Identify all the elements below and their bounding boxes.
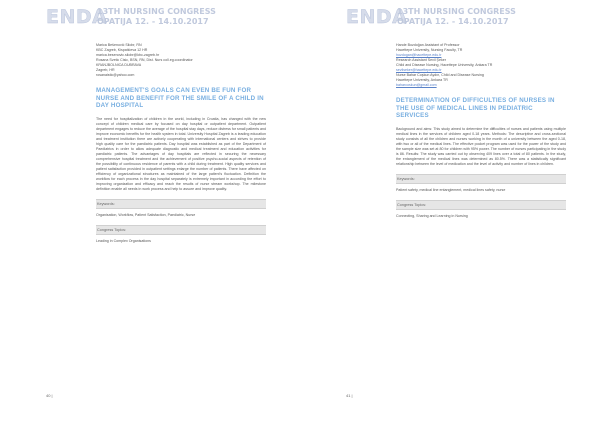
author-email-link[interactable]: sevilseker@hacettepe.edu.tr bbox=[396, 68, 442, 72]
topics-text: Leading in Complex Organisations bbox=[96, 238, 151, 243]
author-line: Hacettepe University, Ankara TR bbox=[396, 78, 448, 82]
congress-dates: OPATIJA 12. - 14.10.2017 bbox=[97, 17, 209, 26]
author-line: Child and Disease Nursing, Hacettepe University, Ankara TR bbox=[396, 63, 493, 67]
congress-title: 13TH NURSING CONGRESS bbox=[97, 7, 216, 16]
author-line: Rosana Svetic Cisic, BSN, RN, Dist. Nurs coll.eg.coordinator bbox=[96, 58, 193, 62]
abstract-title: MANAGEMENT'S GOALS CAN EVEN BE FUN FOR NURSE AND BENEFIT FOR THE SMILE OF A CHILD IN DAY HOSPITAL bbox=[96, 87, 264, 110]
author-block bbox=[96, 43, 266, 78]
congress-title: 13TH NURSING CONGRESS bbox=[397, 7, 516, 16]
enda-logo: ENDA bbox=[46, 6, 108, 28]
keywords-heading: Keywords: bbox=[396, 174, 566, 184]
congress-banner bbox=[397, 7, 516, 27]
author-line: rosanaistic@yahoo.com bbox=[96, 73, 135, 77]
author-line: Marica Bešenović Silobr, RN bbox=[96, 43, 142, 47]
abstract-body: Background and aims: This study aimed to determine the difficulties of nurses and patients using multiple medical lines in the services of children aged 0-18 years. Methods: The descriptive and cross-sectional study consists of all the children and nurses working in the month of a university between the aged 0-18, with two or all of the medical lines. The effective pocket program was used for the power of the study and the sample size was set at 80 for children with 95% power. The number of nurses participating in the study is 86. Results: The study was carried out by observing 409 lines over a total of 80 patients. In the study, the entanglement of the medical lines was determined as 80.5%. There was a statistically significant relationship between the level of medication and the level of activity and number of lines in children. bbox=[396, 126, 566, 166]
author-line: Zagreb, HR bbox=[96, 68, 115, 72]
abstract bbox=[96, 43, 266, 244]
topics-heading: Congress Topics: bbox=[396, 200, 566, 210]
congress-dates: OPATIJA 12. - 14.10.2017 bbox=[397, 17, 509, 26]
abstract-title: DETERMINATION OF DIFFICULTIES OF NURSES IN THE USE OF MEDICAL LINES IN PEDIATRIC SERVICES bbox=[396, 97, 555, 120]
page-number: 41 | bbox=[346, 393, 353, 398]
author-block bbox=[396, 43, 566, 88]
author-line: Hacettepe University, Nursing Faculty, TR bbox=[396, 48, 463, 52]
keywords-text: Organisation, Workflow, Patient Satisfaction, Paediatric, Nurse bbox=[96, 212, 196, 217]
keywords-text: Patient safety, medical line entanglement, medical lines safety, nurse bbox=[396, 187, 506, 192]
author-email-link[interactable]: baharcoskun@gmail.com bbox=[396, 83, 437, 87]
keywords-heading: Keywords: bbox=[96, 199, 266, 209]
author-email-link[interactable]: hozdogan@hacettepe.edu.tr bbox=[396, 53, 442, 57]
page-number: 40 | bbox=[46, 393, 53, 398]
author-line: Research Assistant Sevil Şeker bbox=[396, 58, 446, 62]
topics-text: Connecting, Sharing and Learning in Nursing bbox=[396, 213, 468, 218]
author-line: KRANJBOLNICA DUBRAVA bbox=[96, 63, 142, 67]
abstract-body: The need for hospitalization of children in the world, including in Croatia, has changed with the new concept of children medical care by focused on day hospital or outpatient department. Outpatient department engages to reduce the average of the hospital stay days, reduce distress for small patients and improve economic benefits for the health system in total. University Hospital Zagreb is a leading education and treatment institution there are actively cooperating with international centers and strives to provide high quality care for the paediatric patients. Day hospital was established as part of the Department of Paediatrics in order to allow adequate diagnostic and medical treatment and education activities for paediatric patients. The advantages of day hospitals are reflected in securing the necessary comprehensive hospital treatment and the achievement of positive psycho-social aspects of retention of the possibility of continuous residence of parents with a child during treatment. High quality services and patient satisfaction provided in outpatient settings enlarge the number of patients. There have affected on efficiency of organizational structures as maintained of the large patient's fluctuation. Definition the workflow for each process in the day hospital separately is extremely important in according the effort to improving organization and efficacy and reach the results of nurse stream workshop. The milestone definition enable all needs in work process and help to assure and improve quality. bbox=[96, 116, 267, 191]
author-line: Nurse Bahar Coşkun Aydın, Child and Disease Nursing bbox=[396, 73, 484, 77]
author-line: KBC Zagreb, Kispatićeva 12 HR bbox=[96, 48, 148, 52]
congress-banner bbox=[97, 7, 216, 27]
right-page bbox=[300, 0, 600, 424]
abstract bbox=[396, 43, 566, 219]
topics-heading: Congress Topics: bbox=[96, 225, 266, 235]
author-line: Hande Bozdoğan Assistant of Professor bbox=[396, 43, 460, 47]
author-line: marica.besenovic.silobr@kbc-zagreb.hr bbox=[96, 53, 160, 57]
enda-logo: ENDA bbox=[346, 6, 408, 28]
